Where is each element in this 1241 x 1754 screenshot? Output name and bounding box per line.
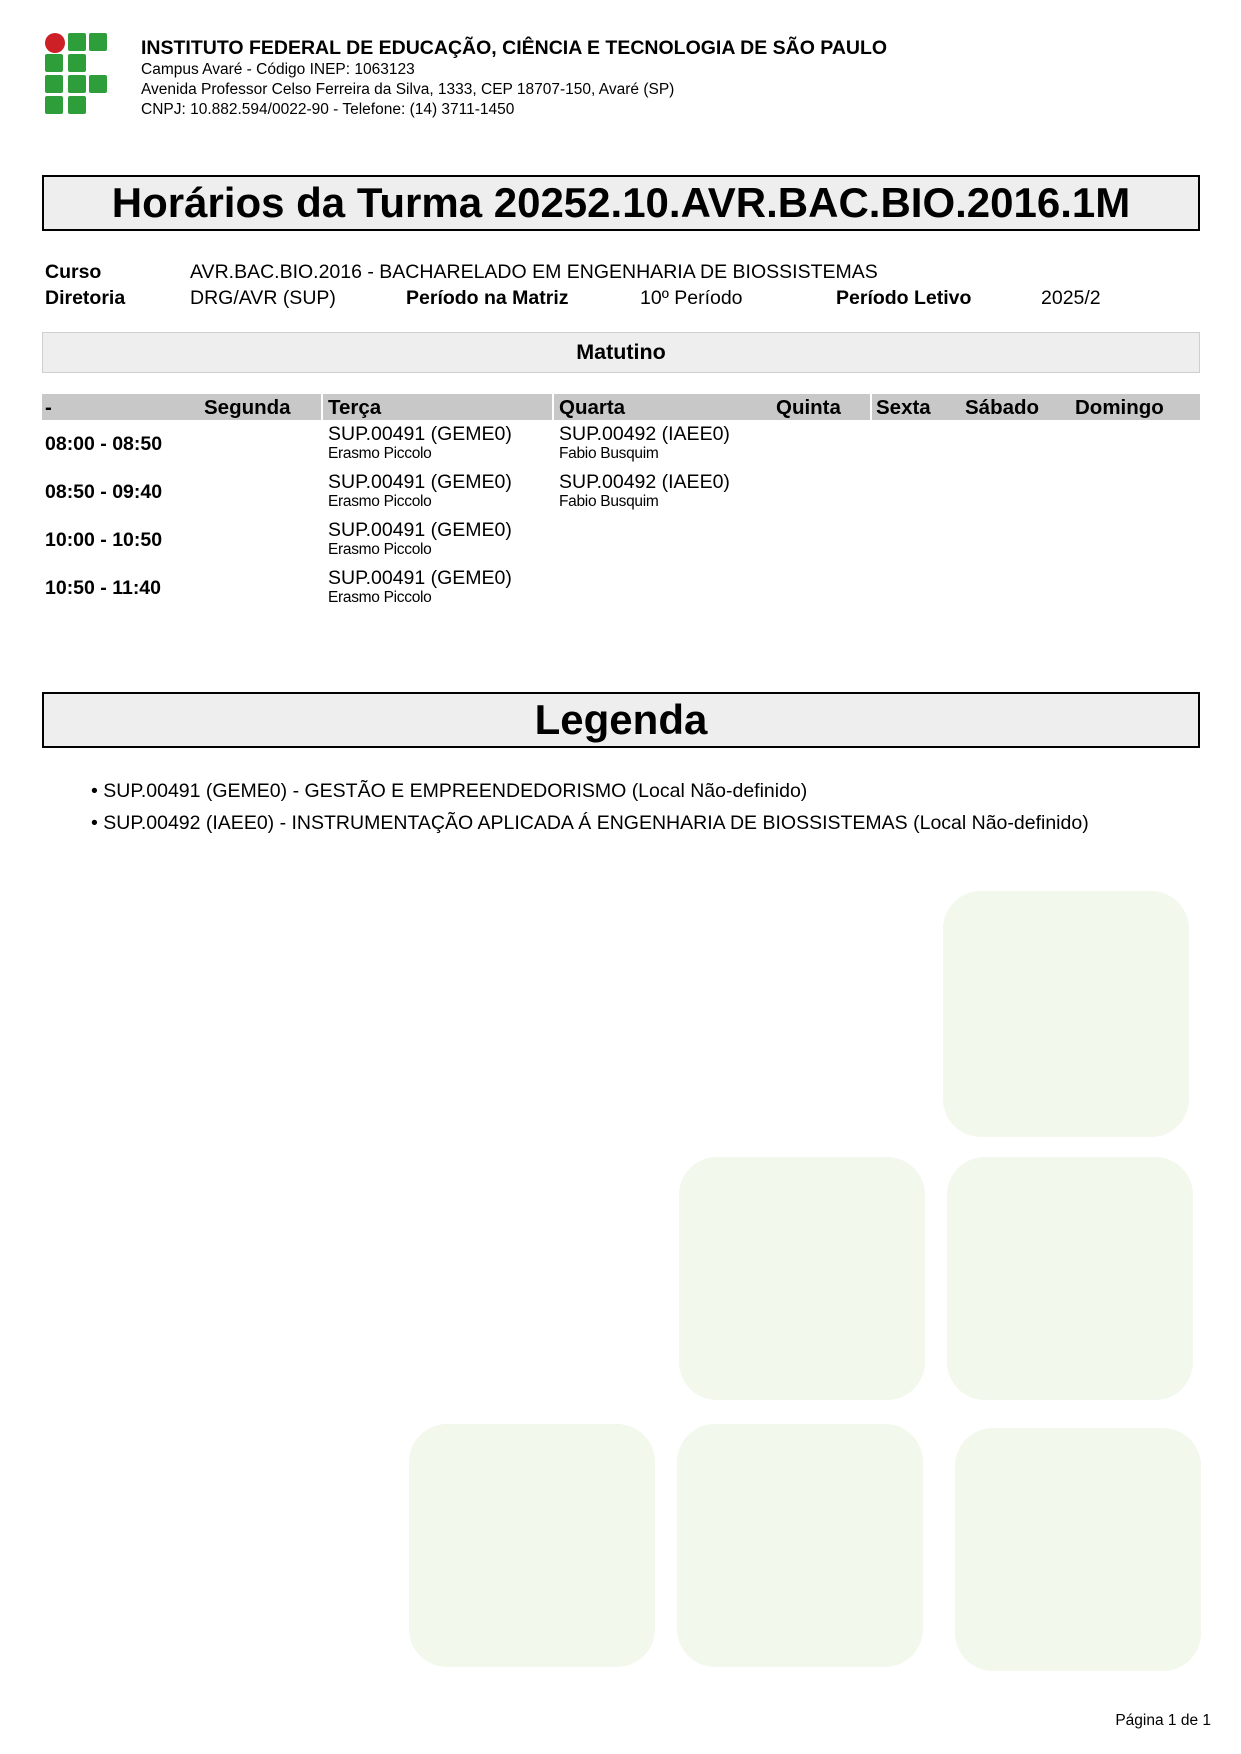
legend-item: • SUP.00491 (GEME0) - GESTÃO E EMPREENDEDORISMO (Local Não-definido) xyxy=(91,775,1089,807)
watermark-block xyxy=(943,891,1189,1137)
col-header-quinta: Quinta xyxy=(776,396,841,419)
watermark-block xyxy=(679,1157,925,1400)
class-teacher: Fabio Busquim xyxy=(559,445,659,462)
class-cell xyxy=(559,423,730,463)
periodo-matriz-value: 10º Período xyxy=(640,287,743,309)
time-slot: 10:00 - 10:50 xyxy=(45,529,163,551)
institution-header xyxy=(141,36,887,120)
time-slot: 10:50 - 11:40 xyxy=(45,577,162,599)
col-header-time: - xyxy=(45,396,52,419)
institution-address: Avenida Professor Celso Ferreira da Silva, 1333, CEP 18707-150, Avaré (SP) xyxy=(141,81,675,98)
watermark-block xyxy=(947,1157,1193,1400)
col-header-terca: Terça xyxy=(328,396,382,419)
time-slot: 08:50 - 09:40 xyxy=(45,481,163,503)
institution-campus: Campus Avaré - Código INEP: 1063123 xyxy=(141,61,415,78)
periodo-letivo-value: 2025/2 xyxy=(1041,287,1101,309)
class-code: SUP.00491 (GEME0) xyxy=(328,471,512,493)
class-teacher: Fabio Busquim xyxy=(559,493,659,510)
class-cell xyxy=(328,471,512,511)
class-cell xyxy=(328,567,512,607)
col-header-sabado: Sábado xyxy=(965,396,1040,419)
diretoria-value: DRG/AVR (SUP) xyxy=(190,287,336,309)
watermark-block xyxy=(409,1424,655,1667)
time-slot: 08:00 - 08:50 xyxy=(45,433,163,455)
watermark-block xyxy=(677,1424,923,1667)
class-cell xyxy=(328,423,512,463)
page-number: Página 1 de 1 xyxy=(1115,1712,1211,1729)
schedule-header-row xyxy=(42,394,1200,420)
legend-item: • SUP.00492 (IAEE0) - INSTRUMENTAÇÃO APLICADA Á ENGENHARIA DE BIOSSISTEMAS (Local Não-definido) xyxy=(91,807,1089,839)
institution-logo-icon xyxy=(45,33,109,117)
class-cell xyxy=(328,519,512,559)
class-code: SUP.00491 (GEME0) xyxy=(328,519,512,541)
page-title: Horários da Turma 20252.10.AVR.BAC.BIO.2016.1M xyxy=(42,175,1200,231)
class-code: SUP.00491 (GEME0) xyxy=(328,567,512,589)
class-code: SUP.00492 (IAEE0) xyxy=(559,471,730,493)
col-header-segunda: Segunda xyxy=(204,396,291,419)
class-teacher: Erasmo Piccolo xyxy=(328,541,432,558)
col-header-quarta: Quarta xyxy=(559,396,626,419)
institution-name: INSTITUTO FEDERAL DE EDUCAÇÃO, CIÊNCIA E TECNOLOGIA DE SÃO PAULO xyxy=(141,37,888,59)
institution-cnpj-phone: CNPJ: 10.882.594/0022-90 - Telefone: (14) 3711-1450 xyxy=(141,101,515,118)
legend-title: Legenda xyxy=(42,692,1200,748)
periodo-letivo-label: Período Letivo xyxy=(836,287,972,309)
legend-list xyxy=(91,775,1089,839)
col-header-sexta: Sexta xyxy=(876,396,931,419)
class-code: SUP.00491 (GEME0) xyxy=(328,423,512,445)
shift-title: Matutino xyxy=(42,332,1200,373)
watermark-block xyxy=(955,1428,1201,1671)
class-code: SUP.00492 (IAEE0) xyxy=(559,423,730,445)
curso-label: Curso xyxy=(45,261,102,283)
logo-red-dot xyxy=(45,33,65,53)
periodo-matriz-label: Período na Matriz xyxy=(406,287,569,309)
curso-value: AVR.BAC.BIO.2016 - BACHARELADO EM ENGENHARIA DE BIOSSISTEMAS xyxy=(190,261,878,283)
col-header-domingo: Domingo xyxy=(1075,396,1164,419)
class-teacher: Erasmo Piccolo xyxy=(328,589,432,606)
class-teacher: Erasmo Piccolo xyxy=(328,445,432,462)
diretoria-label: Diretoria xyxy=(45,287,126,309)
class-cell xyxy=(559,471,730,511)
class-teacher: Erasmo Piccolo xyxy=(328,493,432,510)
